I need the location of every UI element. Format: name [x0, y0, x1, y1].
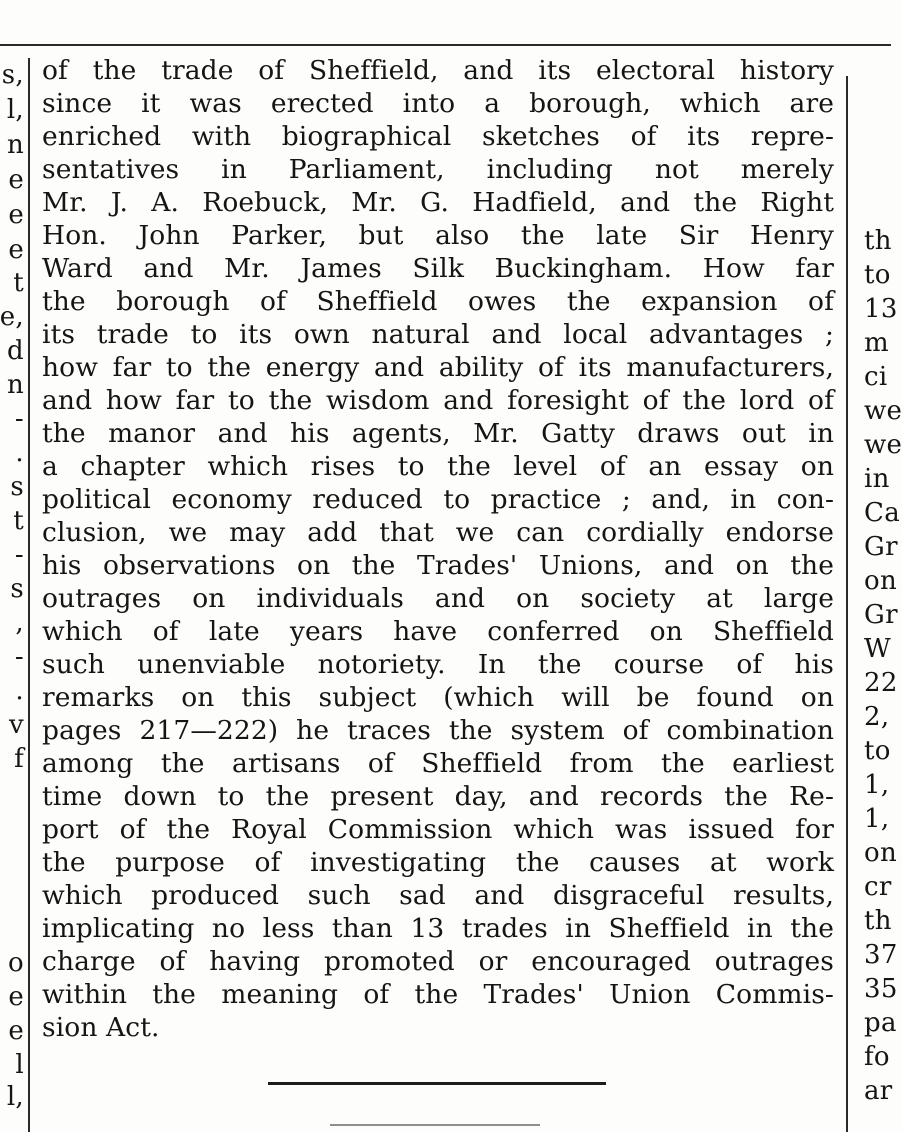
article-line: his observations on the Trades' Unions, and on the	[42, 550, 834, 581]
article-end-rule	[268, 1082, 606, 1085]
left-fragment: e	[8, 165, 24, 195]
left-fragment: s	[10, 574, 24, 604]
right-column-rule	[846, 76, 848, 1132]
right-fragment: on	[864, 566, 897, 596]
right-fragment: m	[864, 328, 889, 358]
right-fragment: ci	[864, 362, 888, 392]
right-fragment: 22	[864, 668, 898, 698]
right-fragment: to	[864, 260, 891, 290]
left-fragment: -	[14, 642, 24, 672]
right-fragment: 13	[864, 294, 898, 324]
left-fragment: n	[6, 130, 24, 160]
right-fragment: Gr	[864, 532, 898, 562]
right-fragment: pa	[864, 1008, 897, 1038]
article-line: within the meaning of the Trades' Union Commis-	[42, 979, 834, 1010]
left-fragment: e	[8, 200, 24, 230]
article-line: pages 217—222) he traces the system of combination	[42, 715, 834, 746]
right-fragment: in	[864, 464, 890, 494]
left-fragment: e	[8, 982, 24, 1012]
left-fragment: ,	[15, 608, 24, 638]
right-fragment: we	[864, 430, 902, 460]
right-fragment: fo	[864, 1042, 890, 1072]
article-line: and how far to the wisdom and foresight of the lord of	[42, 385, 834, 416]
article-line-last: sion Act.	[42, 1012, 160, 1043]
article-line: clusion, we may add that we can cordially endorse	[42, 517, 834, 548]
left-fragment: l,	[6, 1082, 24, 1112]
article-line: Ward and Mr. James Silk Buckingham. How far	[42, 253, 834, 284]
article-line: which of late years have conferred on Sheffield	[42, 616, 834, 647]
article-line: charge of having promoted or encouraged outrages	[42, 946, 834, 977]
left-fragment: .	[15, 676, 24, 706]
right-fragment: Gr	[864, 600, 898, 630]
top-border-rule	[0, 44, 891, 46]
left-fragment: e	[8, 1016, 24, 1046]
article-line: port of the Royal Commission which was issued for	[42, 814, 834, 845]
right-fragment: W	[864, 634, 892, 664]
left-fragment: s	[10, 472, 24, 502]
left-fragment: n	[6, 370, 24, 400]
right-fragment: on	[864, 838, 897, 868]
next-article-cutoff	[330, 1124, 540, 1126]
article-line: such unenviable notoriety. In the course of his	[42, 649, 834, 680]
right-fragment: to	[864, 736, 891, 766]
article-line: among the artisans of Sheffield from the earliest	[42, 748, 834, 779]
article-line: of the trade of Sheffield, and its electoral history	[42, 55, 834, 86]
right-fragment: 35	[864, 974, 898, 1004]
article-line: outrages on individuals and on society at large	[42, 583, 834, 614]
article-line: remarks on this subject (which will be found on	[42, 682, 834, 713]
left-fragment: -	[14, 540, 24, 570]
right-fragment: 1,	[864, 804, 890, 834]
right-fragment: cr	[864, 872, 892, 902]
right-fragment: th	[864, 226, 892, 256]
article-line: the manor and his agents, Mr. Gatty draws out in	[42, 418, 834, 449]
article-line: time down to the present day, and records the Re-	[42, 781, 834, 812]
article-line: its trade to its own natural and local advantages ;	[42, 319, 834, 350]
right-fragment: th	[864, 906, 892, 936]
right-fragment: Ca	[864, 498, 900, 528]
right-fragment: ar	[864, 1076, 893, 1106]
left-fragment: l	[15, 1050, 24, 1080]
left-fragment: l,	[6, 95, 24, 125]
left-fragment: o	[8, 948, 24, 978]
article-line: sentatives in Parliament, including not merely	[42, 154, 834, 185]
left-fragment: s,	[1, 60, 24, 90]
article-line: since it was erected into a borough, which are	[42, 88, 834, 119]
article-line: how far to the energy and ability of its manufacturers,	[42, 352, 834, 383]
left-fragment: t	[13, 506, 24, 536]
right-fragment: 1,	[864, 770, 890, 800]
article-line: implicating no less than 13 trades in Sheffield in the	[42, 913, 834, 944]
left-fragment: e,	[0, 302, 24, 332]
right-fragment: we	[864, 396, 902, 426]
article-line: Mr. J. A. Roebuck, Mr. G. Hadfield, and the Right	[42, 187, 834, 218]
left-fragment: e	[8, 235, 24, 265]
article-line: which produced such sad and disgraceful results,	[42, 880, 834, 911]
left-column-fragment	[0, 60, 24, 1132]
article-line: a chapter which rises to the level of an essay on	[42, 451, 834, 482]
right-column-fragment	[862, 0, 902, 1132]
left-fragment: .	[15, 438, 24, 468]
article-line: Hon. John Parker, but also the late Sir Henry	[42, 220, 834, 251]
left-column-rule	[28, 58, 30, 1132]
right-fragment: 37	[864, 940, 898, 970]
article-line: the borough of Sheffield owes the expansion of	[42, 286, 834, 317]
article-line: enriched with biographical sketches of its repre-	[42, 121, 834, 152]
left-fragment: d	[7, 336, 24, 366]
right-fragment: 2,	[864, 702, 890, 732]
left-fragment: -	[14, 404, 24, 434]
left-fragment: f	[14, 744, 24, 774]
article-line: political economy reduced to practice ; and, in con-	[42, 484, 834, 515]
left-fragment: v	[9, 710, 24, 740]
article-line: the purpose of investigating the causes at work	[42, 847, 834, 878]
article-column	[42, 54, 834, 1044]
left-fragment: t	[13, 268, 24, 298]
